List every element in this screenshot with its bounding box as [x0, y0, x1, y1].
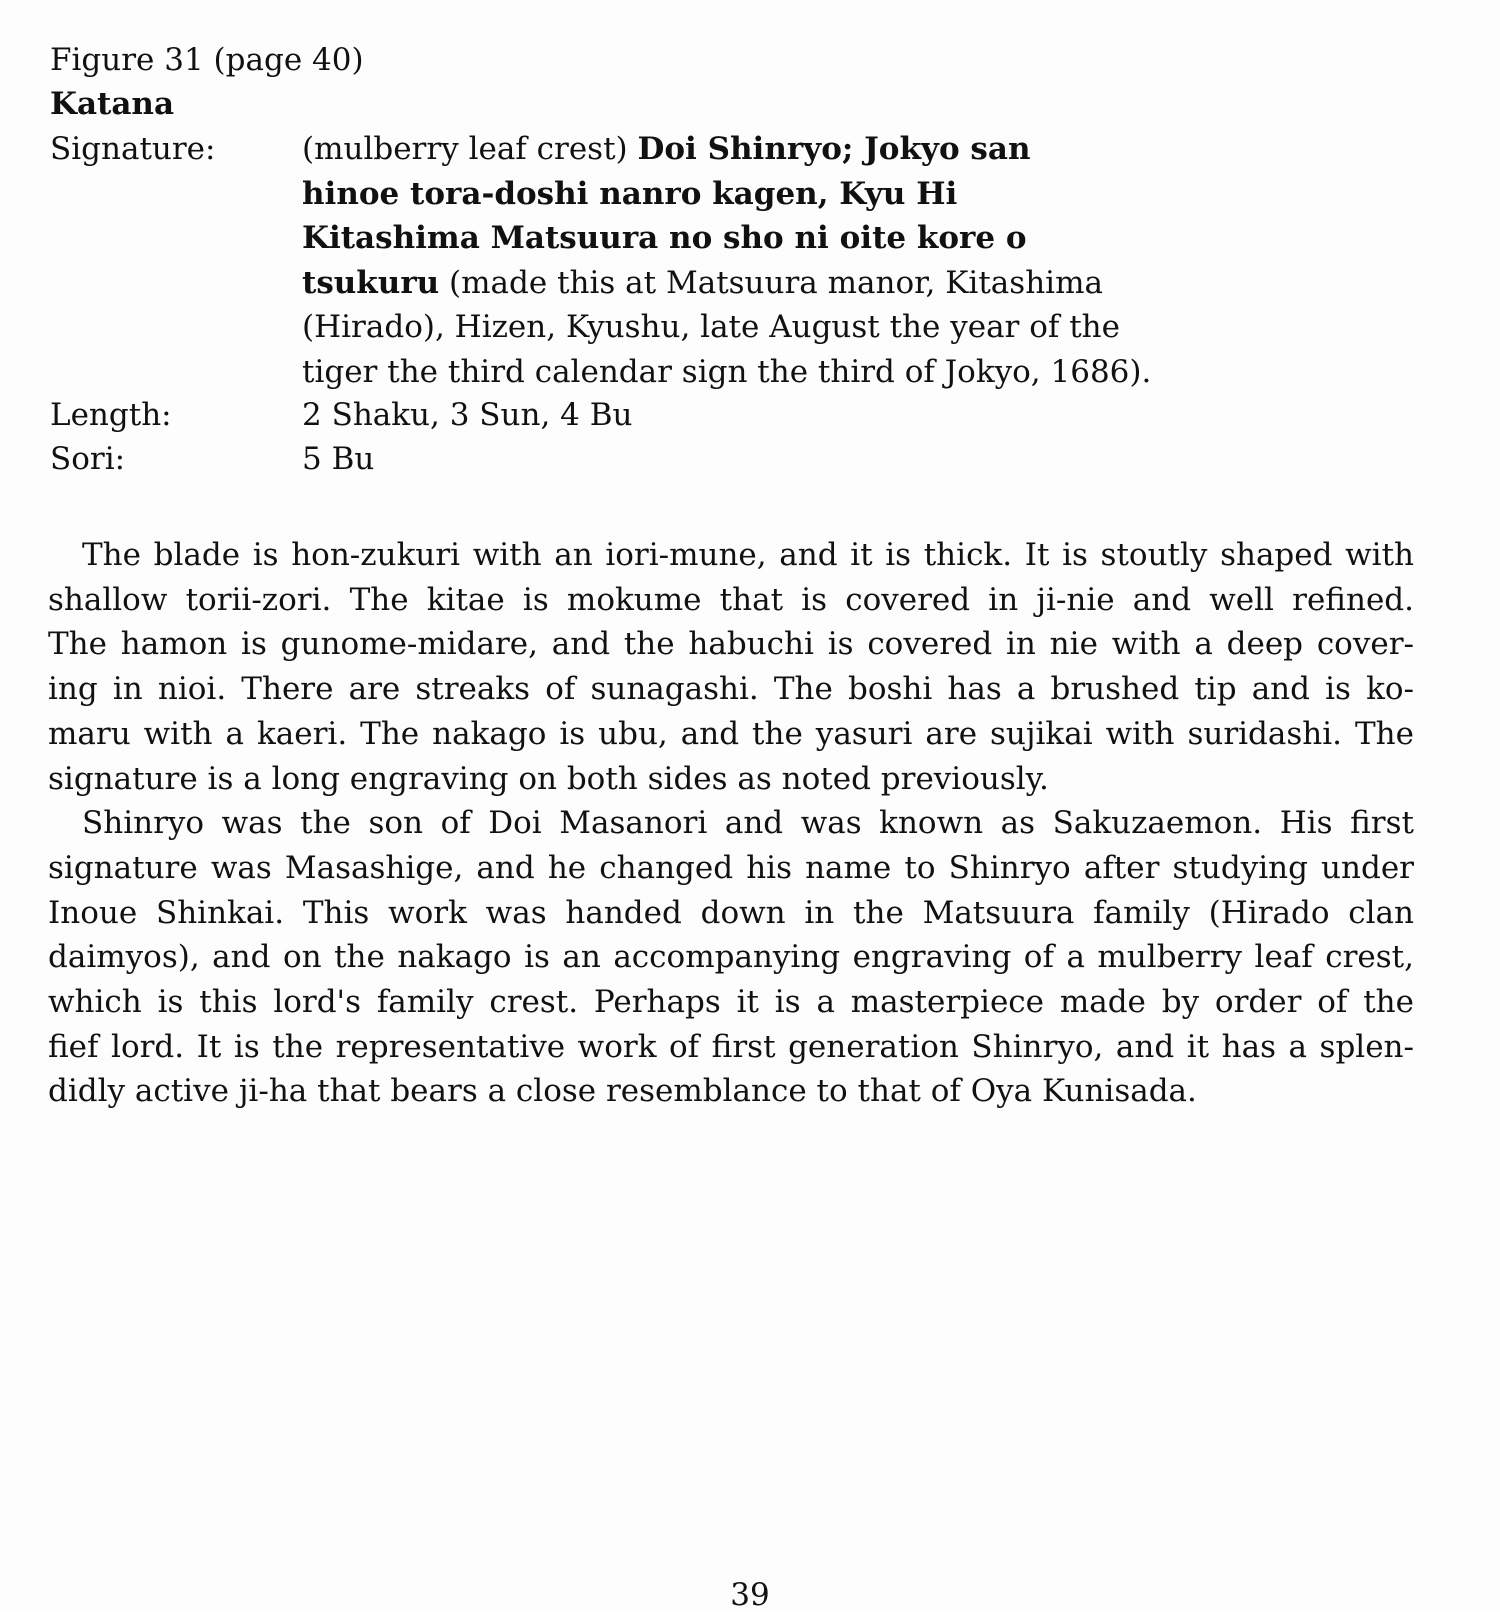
text-line: The blade is hon-zukuri with an iori-mune, and it is thick. It is stoutly shaped with — [82, 537, 1414, 573]
text-line: maru with a kaeri. The nakago is ubu, and the yasuri are sujikai with suridashi. The — [48, 715, 1414, 752]
length-value: 2 Shaku, 3 Sun, 4 Bu — [302, 397, 633, 433]
length-row — [50, 393, 1250, 438]
text-line: The hamon is gunome-midare, and the habuchi is covered in nie with a deep cover- — [48, 626, 1414, 663]
signature-value — [302, 127, 1250, 394]
text-line: daimyos), and on the nakago is an accompanying engraving of a mulberry leaf crest, — [48, 939, 1414, 976]
figure-reference: Figure 31 (page 40) — [50, 42, 364, 78]
signature-line: tsukuru (made this at Matsuura manor, Kitashima — [302, 264, 1103, 301]
text-line: shallow torii-zori. The kitae is mokume that is covered in ji-nie and well refined. — [48, 581, 1414, 618]
sori-row — [50, 437, 1250, 482]
paragraph-smith-history — [48, 801, 1414, 1114]
text-line: which is this lord's family crest. Perhaps it is a masterpiece made by order of the — [48, 984, 1414, 1021]
signature-row — [50, 127, 1250, 394]
text-line: signature is a long engraving on both sides as noted previously. — [48, 760, 1049, 797]
text-line: Inoue Shinkai. This work was handed down in the Matsuura family (Hirado clan — [48, 894, 1414, 931]
sori-value: 5 Bu — [302, 441, 375, 477]
text-line: fief lord. It is the representative work of first generation Shinryo, and it has a splen- — [48, 1028, 1414, 1065]
signature-line: (mulberry leaf crest) Doi Shinryo; Jokyo san — [302, 131, 1031, 167]
signature-line: Kitashima Matsuura no sho ni oite kore o — [302, 220, 1027, 256]
page-number: 39 — [730, 1577, 770, 1613]
signature-label: Signature: — [50, 131, 216, 167]
length-label: Length: — [50, 397, 172, 433]
text-line: didly active ji-ha that bears a close resemblance to that of Oya Kunisada. — [48, 1073, 1197, 1110]
paragraph-blade-description — [48, 533, 1414, 801]
text-line: signature was Masashige, and he changed his name to Shinryo after studying under — [48, 849, 1414, 886]
sori-label: Sori: — [50, 441, 126, 477]
sword-type-title: Katana — [50, 86, 175, 122]
signature-line: hinoe tora-doshi nanro kagen, Kyu Hi — [302, 175, 958, 212]
body-text — [48, 533, 1414, 1114]
signature-line: (Hirado), Hizen, Kyushu, late August the year of the — [302, 309, 1120, 345]
text-line: ing in nioi. There are streaks of sunagashi. The boshi has a brushed tip and is ko- — [48, 671, 1414, 708]
signature-line: tiger the third calendar sign the third of Jokyo, 1686). — [302, 353, 1152, 390]
text-line: Shinryo was the son of Doi Masanori and was known as Sakuzaemon. His first — [82, 805, 1414, 842]
